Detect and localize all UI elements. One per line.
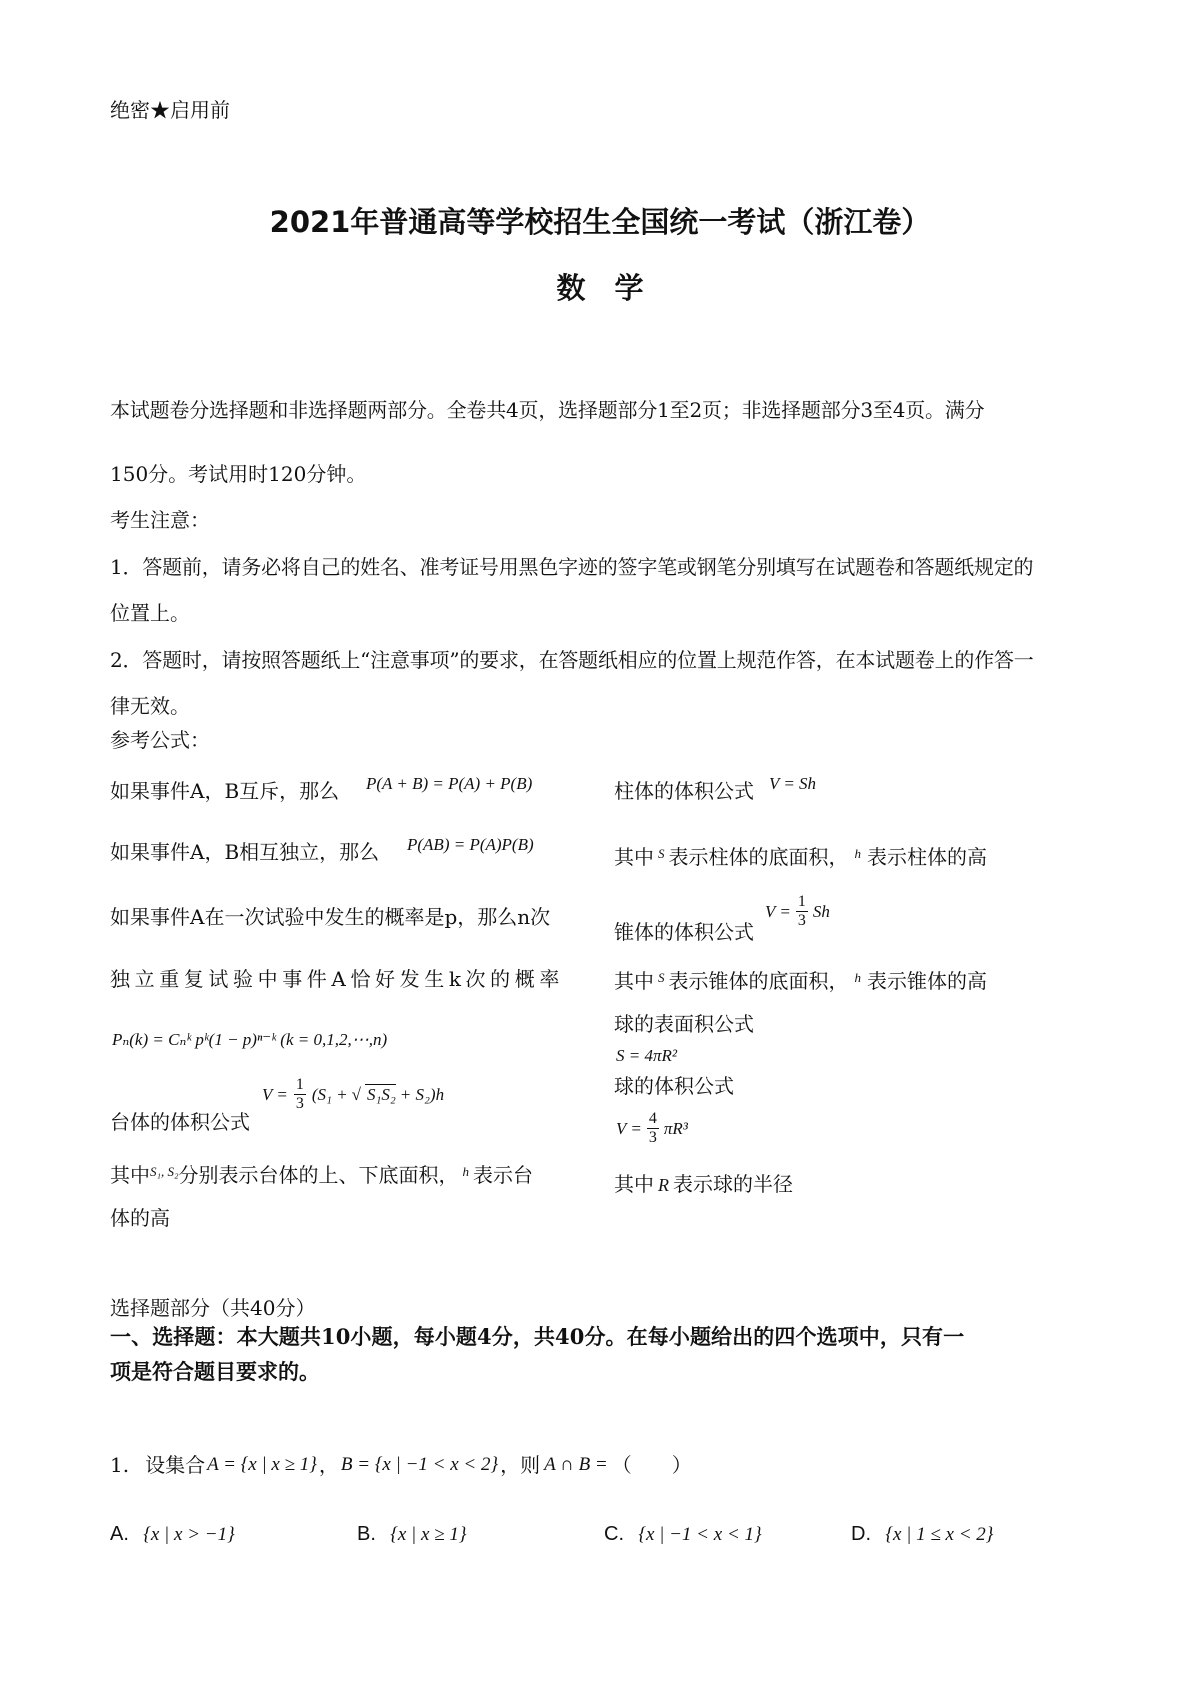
formula-sphere-volume-math [616, 1110, 688, 1147]
cone-fraction [796, 893, 808, 930]
sphere-fraction-denominator: 3 [648, 1129, 657, 1146]
frustum-lhs: V = [262, 1084, 288, 1104]
frustum-note-suffix: 表示台 [473, 1163, 534, 1187]
note-2-line-1: 2．答题时，请按照答题纸上“注意事项”的要求，在答题纸相应的位置上规范作答，在本试题卷上的作答一 [110, 648, 1034, 672]
sqrt-symbol: √ [351, 1084, 361, 1104]
note-1-line-1: 1．答题前，请务必将自己的姓名、准考证号用黑色字迹的签字笔或钢笔分别填写在试题卷和答题纸规定的 [110, 555, 1034, 579]
section-label: 选择题部分（共40分） [110, 1296, 316, 1320]
cone-fraction-denominator: 3 [797, 912, 806, 929]
formula-independent-text: 如果事件A，B相互独立，那么 [110, 840, 380, 864]
formula-sphere-area-math: S = 4πR² [616, 1046, 677, 1065]
frustum-note-h: h [462, 1164, 470, 1179]
option-b[interactable] [357, 1521, 466, 1547]
frustum-open: (S₁ + [311, 1084, 348, 1104]
option-c-value: {x | −1 < x < 1} [638, 1524, 762, 1545]
formula-frustum-math [262, 1076, 444, 1113]
sphere-fraction [647, 1110, 659, 1147]
formula-sphere-note [614, 1172, 793, 1197]
question-1 [110, 1453, 692, 1477]
formula-binomial-line-1: 如果事件A在一次试验中发生的概率是p，那么n次 [110, 905, 551, 929]
cone-note-prefix: 其中 [614, 969, 654, 993]
formula-binomial-line-2: 独立重复试验中事件A恰好发生k次的概率 [110, 967, 564, 991]
sphere-fraction-numerator: 4 [648, 1110, 657, 1127]
frustum-note-prefix: 其中 [110, 1163, 150, 1187]
formula-cone-math [765, 893, 830, 930]
cone-note-h: h [854, 970, 861, 985]
prism-note-h: h [854, 846, 861, 861]
section-heading-line-2: 项是符合题目要求的。 [110, 1359, 320, 1384]
frustum-close: + S₂)h [399, 1084, 445, 1104]
question-text-a: 设集合 [145, 1453, 206, 1477]
cone-note-suffix: 表示锥体的高 [867, 969, 987, 993]
cone-note-s: S [658, 970, 665, 985]
formula-prism-math: V = Sh [769, 774, 817, 793]
intersection-expr: A ∩ B = [544, 1454, 608, 1475]
sphere-lhs: V = [616, 1118, 642, 1138]
formula-exclusive-math: P(A + B) = P(A) + P(B) [366, 774, 533, 793]
formula-independent-math: P(AB) = P(A)P(B) [407, 835, 534, 854]
option-c[interactable] [604, 1521, 762, 1547]
cone-lhs: V = [765, 901, 791, 921]
option-a[interactable] [110, 1521, 235, 1547]
option-a-value: {x | x > −1} [143, 1524, 235, 1545]
question-text-b: ，则 [500, 1453, 541, 1477]
sphere-note-suffix: 表示球的半径 [673, 1172, 793, 1196]
subject-title: 数 学 [556, 271, 644, 305]
formula-sphere-area-text: 球的表面积公式 [614, 1012, 754, 1036]
option-b-value: {x | x ≥ 1} [390, 1524, 467, 1545]
cone-fraction-numerator: 1 [797, 893, 806, 910]
formula-prism-text: 柱体的体积公式 [614, 779, 754, 803]
formula-exclusive-text: 如果事件A，B互斥，那么 [110, 779, 340, 803]
prism-note-s: S [658, 846, 665, 861]
section-heading-line-1: 一、选择题：本大题共10小题，每小题4分，共40分。在每小题给出的四个选项中，只有一 [110, 1324, 965, 1349]
frustum-fraction [294, 1076, 306, 1113]
frustum-fraction-denominator: 3 [295, 1095, 304, 1112]
frustum-sqrt: S₁S₂ [366, 1085, 396, 1104]
notice-heading: 考生注意： [110, 508, 210, 532]
formula-sphere-volume-text: 球的体积公式 [614, 1074, 734, 1098]
option-c-label: C. [604, 1523, 624, 1545]
frustum-note-vars: S₁, S₂ [150, 1164, 179, 1179]
cone-note-mid: 表示锥体的底面积， [668, 969, 849, 993]
formula-binomial-math: Pₙ(k) = Cₙᵏ pᵏ(1 − p)ⁿ⁻ᵏ (k = 0,1,2,⋯,n) [112, 1030, 388, 1049]
set-b: B = {x | −1 < x < 2} [340, 1454, 499, 1475]
prism-note-mid: 表示柱体的底面积， [668, 845, 849, 869]
sphere-note-r: R [658, 1175, 669, 1195]
sphere-note-prefix: 其中 [614, 1172, 654, 1196]
option-d-value: {x | 1 ≤ x < 2} [885, 1524, 994, 1545]
note-1-line-2: 位置上。 [110, 601, 190, 625]
question-number: 1. [110, 1453, 130, 1477]
prism-note-prefix: 其中 [614, 845, 654, 869]
formula-cone-note [614, 966, 987, 993]
option-d-label: D. [851, 1523, 871, 1545]
prism-note-suffix: 表示柱体的高 [867, 845, 987, 869]
option-d[interactable] [851, 1521, 993, 1547]
set-a: A = {x | x ≥ 1} [207, 1454, 317, 1475]
intro-line-1: 本试题卷分选择题和非选择题两部分。全卷共4页，选择题部分1至2页；非选择题部分3至4页。满分 [110, 398, 985, 422]
formula-prism-note [614, 842, 987, 869]
frustum-note-mid: 分别表示台体的上、下底面积， [178, 1163, 459, 1187]
question-sep: ， [318, 1453, 339, 1477]
sphere-rhs: πR³ [663, 1118, 688, 1138]
formula-frustum-note [110, 1160, 533, 1187]
confidential-label: 绝密★启用前 [110, 98, 230, 122]
formula-frustum-note-line-2: 体的高 [110, 1206, 170, 1230]
note-2-line-2: 律无效。 [110, 694, 190, 718]
frustum-fraction-numerator: 1 [295, 1076, 304, 1093]
cone-rhs: Sh [812, 901, 830, 921]
exam-title: 2021年普通高等学校招生全国统一考试（浙江卷） [269, 205, 931, 239]
formula-cone-text: 锥体的体积公式 [614, 920, 754, 944]
answer-paren: （ ） [611, 1453, 692, 1477]
formula-heading: 参考公式： [110, 728, 210, 752]
formula-frustum-text: 台体的体积公式 [110, 1110, 250, 1134]
intro-line-2: 150分。考试用时120分钟。 [110, 462, 367, 486]
option-a-label: A. [110, 1523, 129, 1545]
option-b-label: B. [357, 1523, 376, 1545]
